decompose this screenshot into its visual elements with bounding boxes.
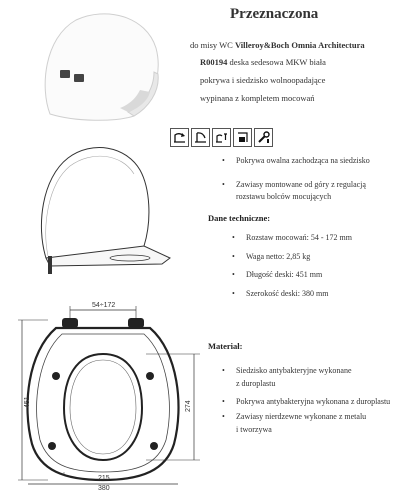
compatibility-prefix: do misy WC: [190, 40, 235, 50]
product-line: [200, 57, 326, 67]
material-item-2: • Pokrywa antybakteryjna wykonana z duroplastu: [222, 397, 391, 406]
feature-item-2: • Zawiasy montowane od góry z regulacją: [222, 180, 366, 189]
material-item-3-continued: i tworzywa: [236, 425, 272, 434]
dim-width-label: 380: [98, 485, 110, 491]
quick-release-icon: [212, 128, 231, 147]
material-item-3: • Zawiasy nierdzewne wykonane z metalu: [222, 412, 367, 421]
feature-item-1: • Pokrywa owalna zachodząca na siedzisko: [222, 156, 370, 165]
product-photo-top: [36, 8, 164, 124]
spec-width: • Szerokość deski: 380 mm: [232, 289, 329, 298]
material-item-1-continued: z duroplastu: [236, 379, 276, 388]
feature-line-soft-close: pokrywa i siedzisko wolnoopadające: [200, 75, 326, 85]
spec-weight: • Waga netto: 2,85 kg: [232, 252, 311, 261]
dim-hinge-label: 54÷172: [92, 302, 116, 309]
material-item-1: • Siedzisko antybakteryjne wykonane: [222, 366, 352, 375]
hinge-icon: [233, 128, 252, 147]
dimension-drawing: [18, 296, 204, 491]
product-description: deska sedesowa MKW biała: [227, 57, 326, 67]
dim-height-label: 451: [24, 396, 31, 408]
page-title: Przeznaczona: [230, 6, 319, 22]
feature-line-release: wypinana z kompletem mocowań: [200, 93, 315, 103]
spec-hinge-spacing: • Rozstaw mocowań: 54 - 172 mm: [232, 233, 352, 242]
feature-item-2-continued: rozstawu bolców mocujących: [236, 192, 332, 201]
material-heading: Materiał:: [208, 341, 243, 351]
wrench-icon: [254, 128, 273, 147]
specs-heading: Dane techniczne:: [208, 213, 271, 223]
compatibility-brand: Villeroy&Boch Omnia Architectura: [234, 40, 365, 50]
seat-lid-icon: [191, 128, 210, 147]
dim-inner-height-label: 274: [185, 400, 192, 412]
product-drawing-side: [34, 140, 174, 276]
compatibility-line: [190, 40, 365, 50]
spec-length: • Długość deski: 451 mm: [232, 270, 323, 279]
product-code: R00194: [200, 57, 228, 67]
feature-icons: [170, 128, 273, 147]
dim-inner-width-label: 215: [98, 475, 110, 482]
